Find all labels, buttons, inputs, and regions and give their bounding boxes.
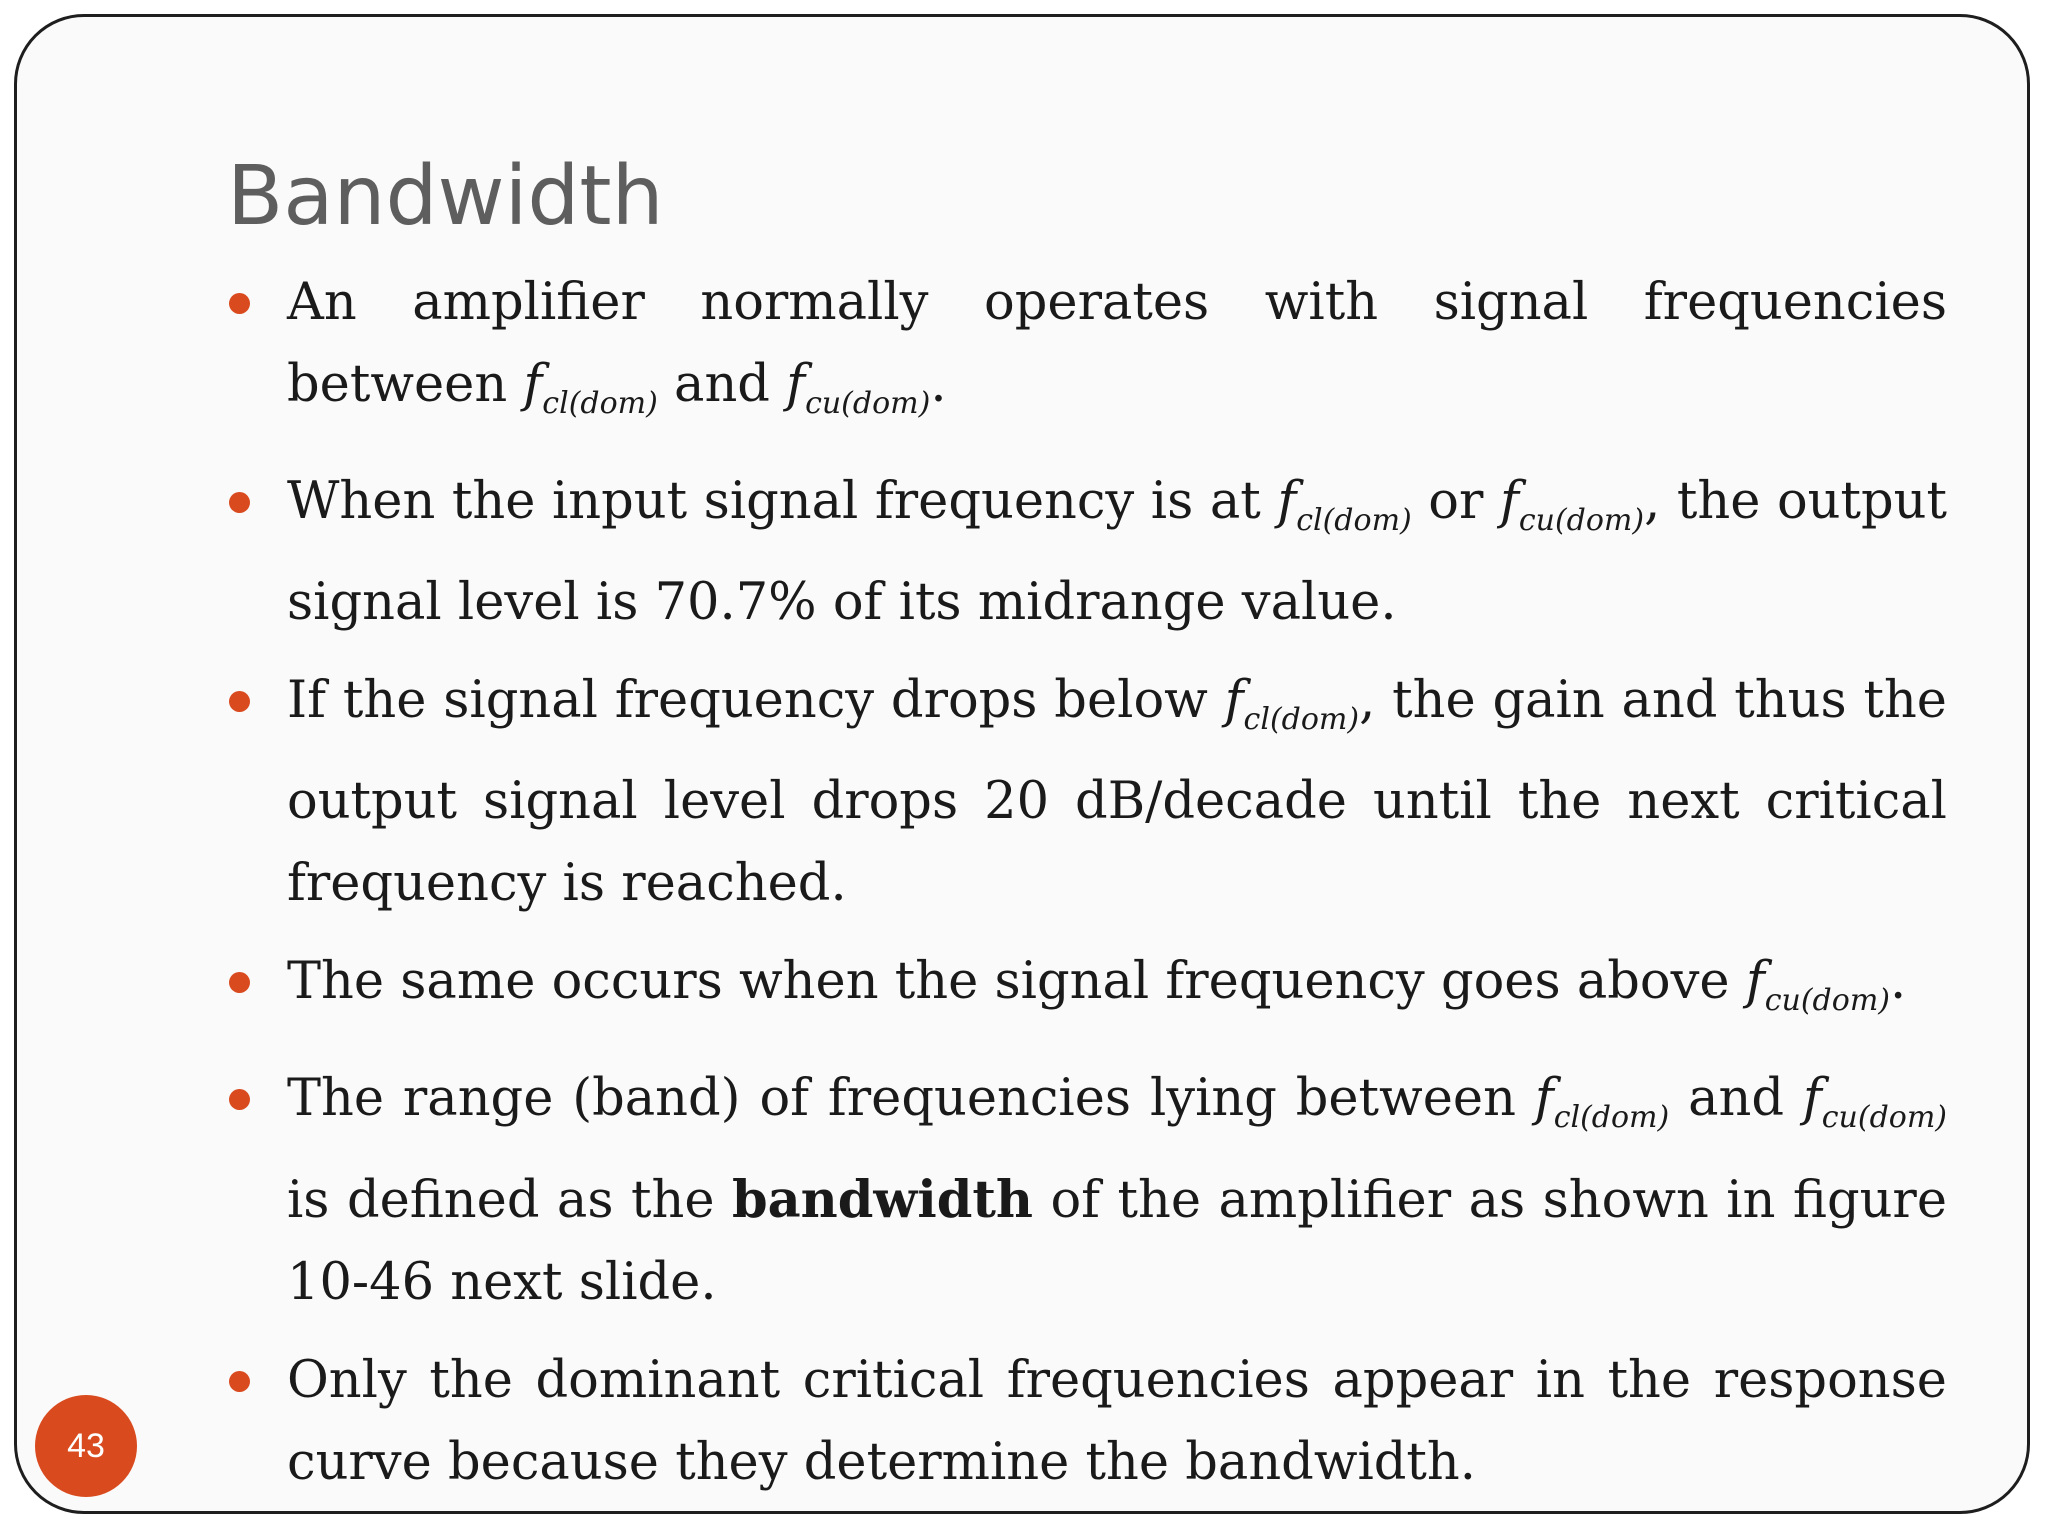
f-cu-dom-symbol: $f_{cu(dom)}$ bbox=[786, 355, 931, 421]
f-cu-dom-symbol: $f_{cu(dom)}$ bbox=[1499, 472, 1645, 538]
bullet-text: When the input signal frequency is at bbox=[287, 472, 1278, 531]
bullet-icon bbox=[229, 691, 250, 712]
bullet-text: , the output signal level is 70.7% of its midrange value. bbox=[287, 472, 1947, 632]
bullet-text: An amplifier normally operates with signal frequencies between bbox=[287, 273, 1947, 414]
f-cu-dom-symbol: $f_{cu(dom)}$ bbox=[1745, 952, 1890, 1018]
bullet-text: If the signal frequency drops below bbox=[287, 671, 1225, 730]
bullet-item bbox=[287, 941, 1947, 1042]
slide-number-badge: 43 bbox=[35, 1395, 137, 1497]
bullet-icon bbox=[229, 1371, 250, 1392]
bullet-text: Only the dominant critical frequencies appear in the response curve because they determine the bandwidth. bbox=[287, 1351, 1947, 1492]
bullet-item bbox=[287, 262, 1947, 445]
bullet-text: The same occurs when the signal frequency goes above bbox=[287, 952, 1746, 1011]
bullet-icon bbox=[229, 972, 250, 993]
f-cl-dom-symbol: $f_{cl(dom)}$ bbox=[1224, 671, 1360, 737]
bullet-icon bbox=[229, 1089, 250, 1110]
bullet-icon bbox=[229, 492, 250, 513]
slide-title: Bandwidth bbox=[227, 149, 664, 244]
bullet-icon bbox=[229, 293, 250, 314]
bullet-text: The range (band) of frequencies lying between bbox=[287, 1069, 1535, 1128]
bullet-list bbox=[287, 262, 1947, 1514]
bullet-item bbox=[287, 461, 1947, 644]
slide bbox=[14, 14, 2030, 1514]
bullet-text: , the gain and thus the output signal level drops 20 dB/decade until the next critical frequency is reached. bbox=[287, 671, 1947, 913]
bullet-text: is defined as the bbox=[287, 1171, 732, 1230]
bullet-item bbox=[287, 1058, 1947, 1324]
f-cl-dom-symbol: $f_{cl(dom)}$ bbox=[523, 355, 658, 421]
f-cl-dom-symbol: $f_{cl(dom)}$ bbox=[1534, 1069, 1670, 1135]
bullet-text: or bbox=[1411, 472, 1500, 531]
bullet-text: and bbox=[674, 355, 787, 414]
bullet-item bbox=[287, 660, 1947, 925]
f-cu-dom-symbol: $f_{cu(dom)}$ bbox=[1802, 1069, 1947, 1135]
bullet-item bbox=[287, 1340, 1947, 1504]
bullet-text: and bbox=[1669, 1069, 1803, 1128]
bandwidth-term: bandwidth bbox=[731, 1170, 1033, 1230]
bullet-text: of the amplifier as shown in figure 10-46 next slide. bbox=[287, 1171, 1947, 1312]
bullet-text: . bbox=[930, 355, 947, 414]
f-cl-dom-symbol: $f_{cl(dom)}$ bbox=[1277, 472, 1412, 538]
bullet-text: . bbox=[1889, 952, 1907, 1011]
